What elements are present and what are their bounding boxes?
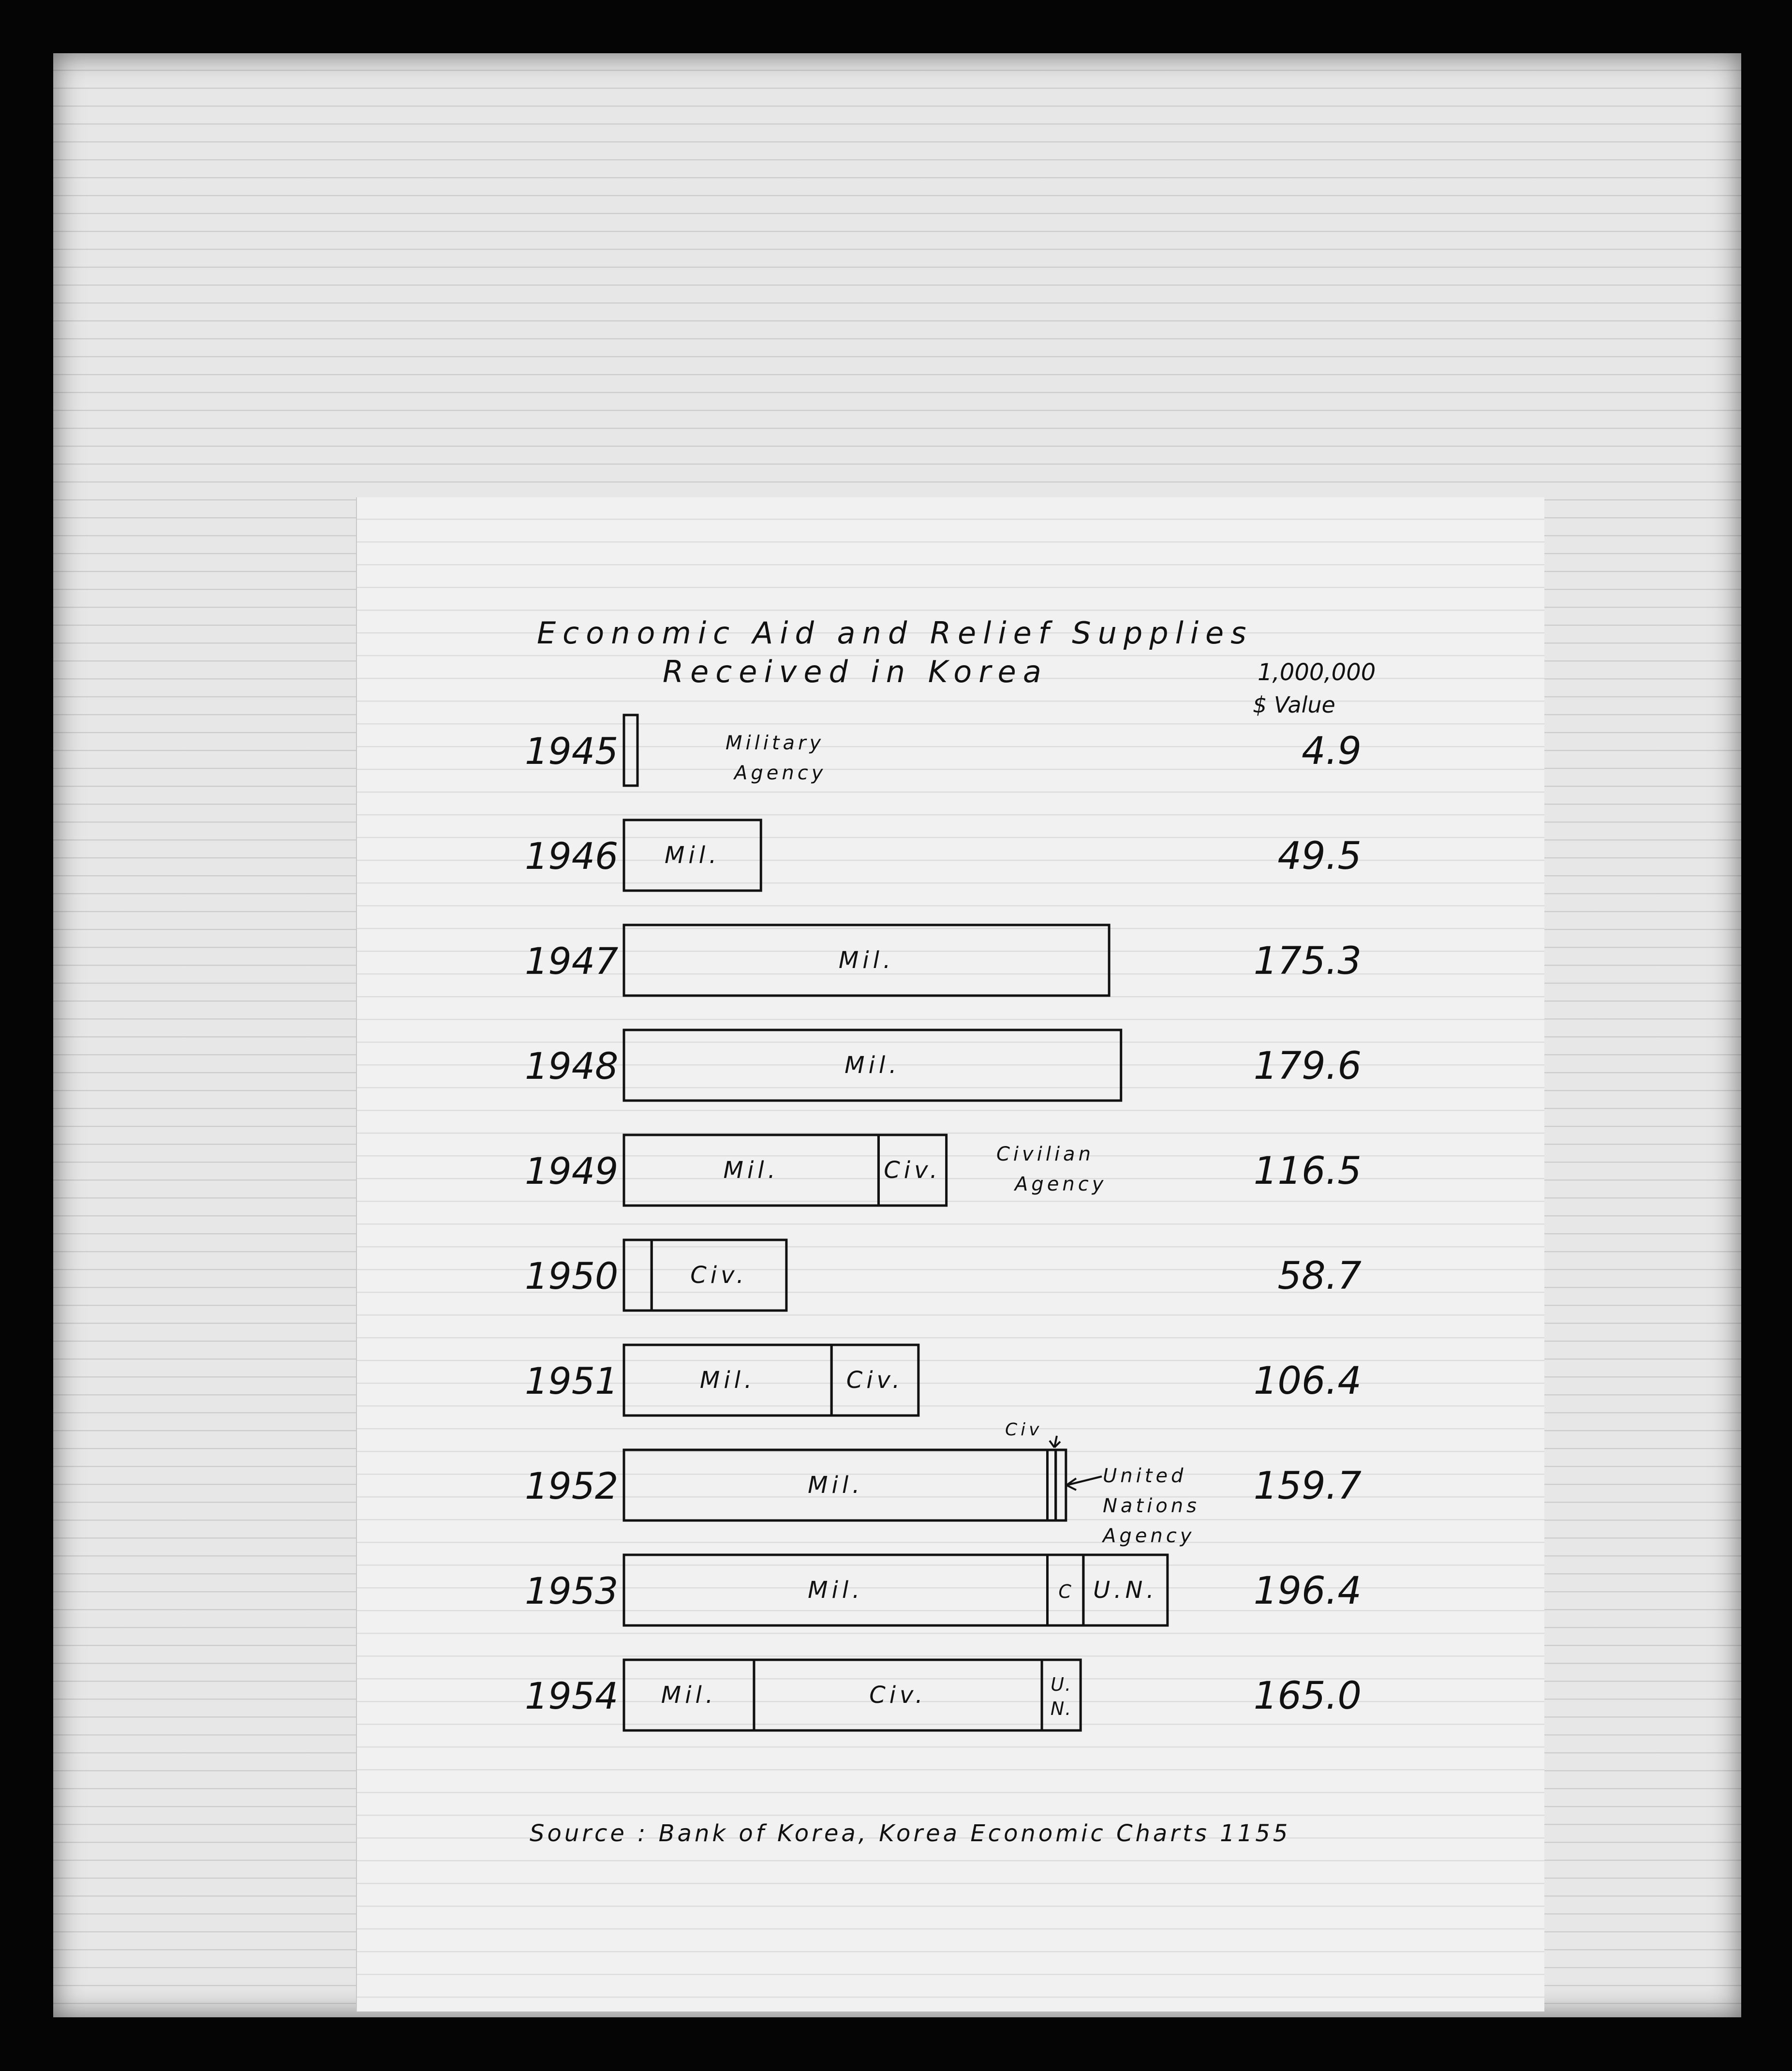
year-label: 1953 xyxy=(525,1569,619,1612)
segment-label: Mil. xyxy=(723,1157,779,1184)
segment-label: Mil. xyxy=(838,947,895,974)
segment-label: Mil. xyxy=(808,1577,864,1604)
year-label: 1951 xyxy=(525,1359,619,1402)
note-line: Nations xyxy=(1103,1495,1200,1517)
value-label: 49.5 xyxy=(1277,834,1362,878)
year-label: 1954 xyxy=(525,1674,619,1717)
unit-label-line-1: 1,000,000 xyxy=(1258,659,1376,686)
segment-label: Mil. xyxy=(808,1472,864,1499)
bar-segment-un xyxy=(1056,1450,1066,1520)
bar-segment-un xyxy=(1042,1660,1081,1730)
source-note: Source : Bank of Korea, Korea Economic Charts 1155 xyxy=(530,1820,1291,1847)
segment-label: U.N. xyxy=(1093,1577,1158,1604)
note-line: Agency xyxy=(1015,1173,1107,1195)
bar-segment-mil xyxy=(624,1240,652,1311)
segment-label: Mil. xyxy=(661,1682,717,1709)
value-label: 159.7 xyxy=(1253,1464,1362,1508)
bar-segment-mil xyxy=(624,715,637,786)
note-line: Civilian xyxy=(996,1143,1094,1165)
unit-label-line-2: $ Value xyxy=(1253,692,1335,718)
year-label: 1945 xyxy=(525,730,619,773)
bar-segment-civ xyxy=(1048,1450,1056,1520)
civ-small-note: Civ xyxy=(1005,1420,1043,1440)
value-label: 116.5 xyxy=(1253,1149,1362,1193)
segment-label: Civ. xyxy=(869,1682,927,1709)
segment-label: Civ. xyxy=(690,1262,748,1289)
note-line: Agency xyxy=(734,762,827,784)
year-label: 1948 xyxy=(525,1044,619,1088)
segment-label: Civ. xyxy=(846,1367,904,1394)
value-label: 165.0 xyxy=(1253,1674,1362,1718)
value-label: 58.7 xyxy=(1277,1254,1362,1298)
year-label: 1946 xyxy=(525,834,619,878)
year-label: 1952 xyxy=(525,1464,619,1507)
segment-label: C xyxy=(1058,1581,1072,1602)
segment-label: Mil. xyxy=(664,842,721,869)
chart-title-line-1: Economic Aid and Relief Supplies xyxy=(537,615,1253,651)
note-line: Military xyxy=(726,732,825,754)
note-line: Agency xyxy=(1103,1525,1195,1547)
note-line: United xyxy=(1103,1465,1187,1487)
chart-title-line-2: Received in Korea xyxy=(663,654,1048,689)
year-label: 1949 xyxy=(525,1149,619,1192)
value-label: 175.3 xyxy=(1253,939,1362,983)
value-label: 179.6 xyxy=(1253,1044,1362,1088)
segment-label: Civ. xyxy=(884,1157,941,1184)
value-label: 196.4 xyxy=(1253,1569,1362,1613)
segment-label: N. xyxy=(1050,1698,1072,1719)
year-label: 1950 xyxy=(525,1254,619,1297)
value-label: 106.4 xyxy=(1253,1359,1362,1403)
segment-label: Mil. xyxy=(699,1367,756,1394)
segment-label: U. xyxy=(1051,1674,1072,1695)
segment-label: Mil. xyxy=(844,1052,901,1079)
year-label: 1947 xyxy=(525,939,619,983)
value-label: 4.9 xyxy=(1301,730,1362,773)
